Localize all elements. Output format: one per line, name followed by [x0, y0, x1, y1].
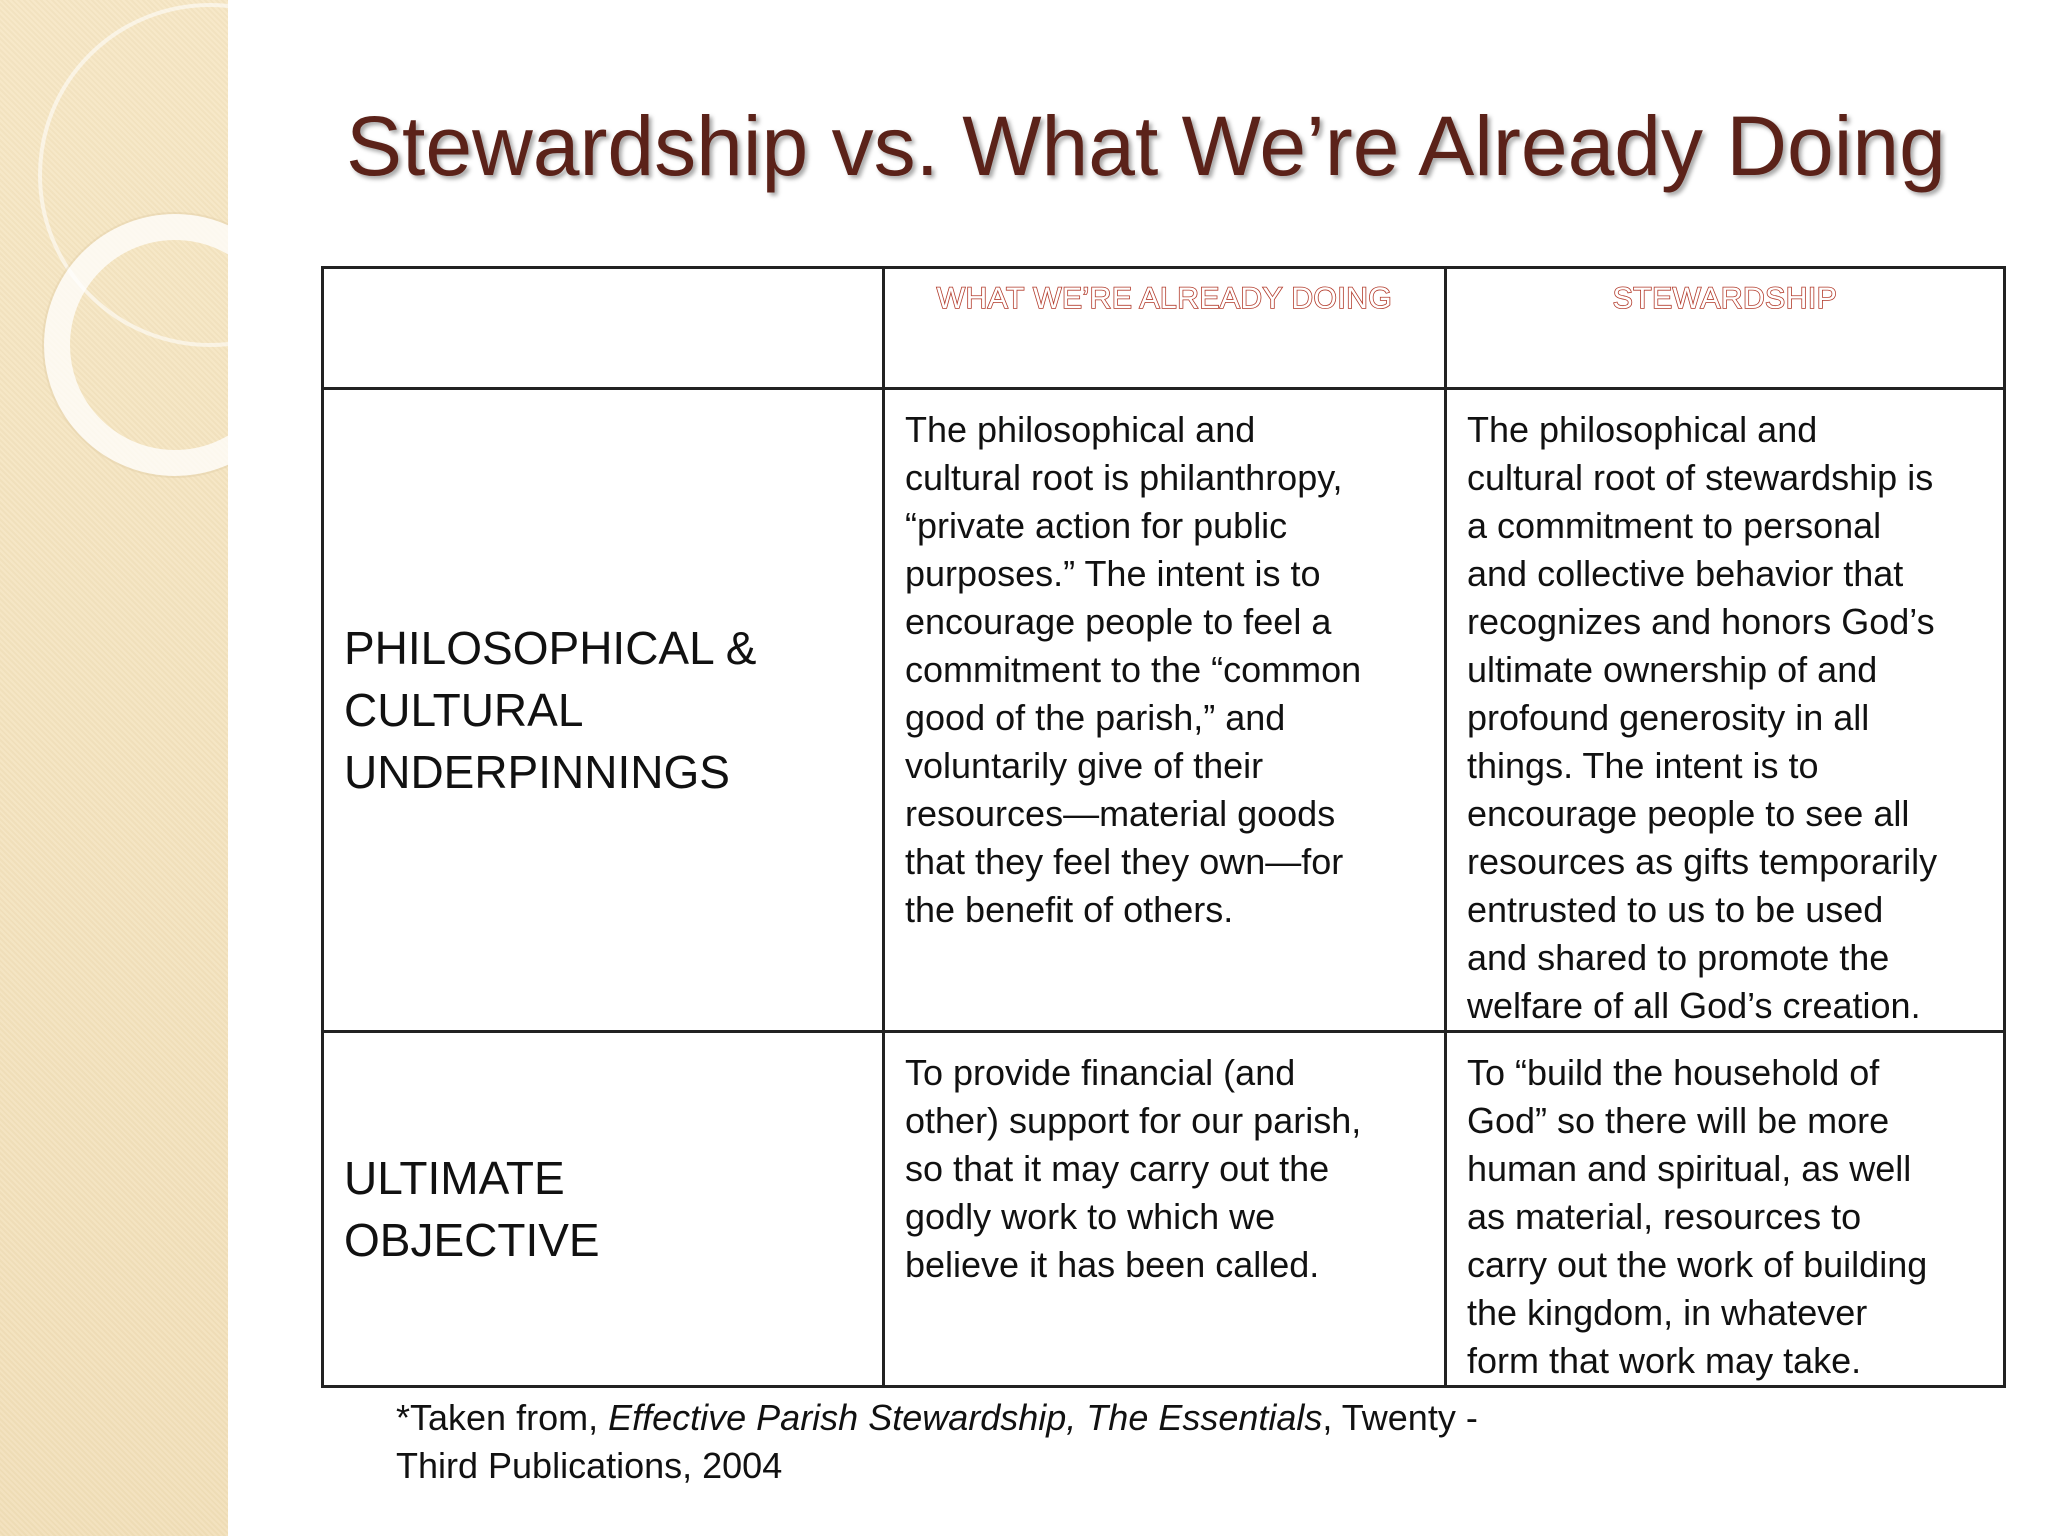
cell-objective-stewardship: To “build the household of God” so there will be more human and spiritual, as well as material, resources to carry out the work of building the kingdom, in whatever form that work may take. — [1446, 1032, 2005, 1387]
header-already-doing — [884, 268, 1446, 389]
cell-philosophical-already-doing: The philosophical and cultural root is philanthropy, “private action for public purposes.” The intent is to encourage people to feel a commitment to the “common good of the parish,” and voluntarily give of their resources—material goods that they feel they own—for the benefit of others. — [884, 389, 1446, 1032]
source-citation — [396, 1394, 1696, 1490]
cell-objective-already-doing: To provide financial (and other) support for our parish, so that it may carry out the godly work to which we believe it has been called. — [884, 1032, 1446, 1387]
row-label-objective: ULTIMATE OBJECTIVE — [344, 1152, 600, 1266]
decorative-rings-graphic — [0, 0, 228, 1536]
table-row-philosophical — [323, 389, 2005, 1032]
source-prefix: *Taken from, — [396, 1397, 609, 1438]
header-empty-cell — [323, 268, 884, 389]
table-row-objective — [323, 1032, 2005, 1387]
slide-title: Stewardship vs. What We’re Already Doing — [346, 99, 1946, 193]
row-label-cell — [323, 389, 884, 1032]
row-label-cell — [323, 1032, 884, 1387]
decorative-side-band — [0, 0, 228, 1536]
table-header-row — [323, 268, 2005, 389]
source-suffix: , Twenty - — [1322, 1397, 1478, 1438]
source-book-title: Effective Parish Stewardship, The Essentials — [608, 1397, 1323, 1438]
header-stewardship — [1446, 268, 2005, 389]
comparison-table — [321, 266, 2006, 1388]
header-already-doing-label: WHAT WE’RE ALREADY DOING — [936, 282, 1393, 315]
header-stewardship-label: STEWARDSHIP — [1612, 282, 1838, 315]
row-label-philosophical: PHILOSOPHICAL & CULTURAL UNDERPINNINGS — [344, 622, 757, 798]
cell-philosophical-stewardship: The philosophical and cultural root of stewardship is a commitment to personal and collective behavior that recognizes and honors God’s ultimate ownership of and profound generosity in all things. The intent is to encourage people to see all resources as gifts temporarily entrusted to us to be used and shared to promote the welfare of all God’s creation. — [1446, 389, 2005, 1032]
source-publisher: Third Publications, 2004 — [396, 1445, 783, 1486]
